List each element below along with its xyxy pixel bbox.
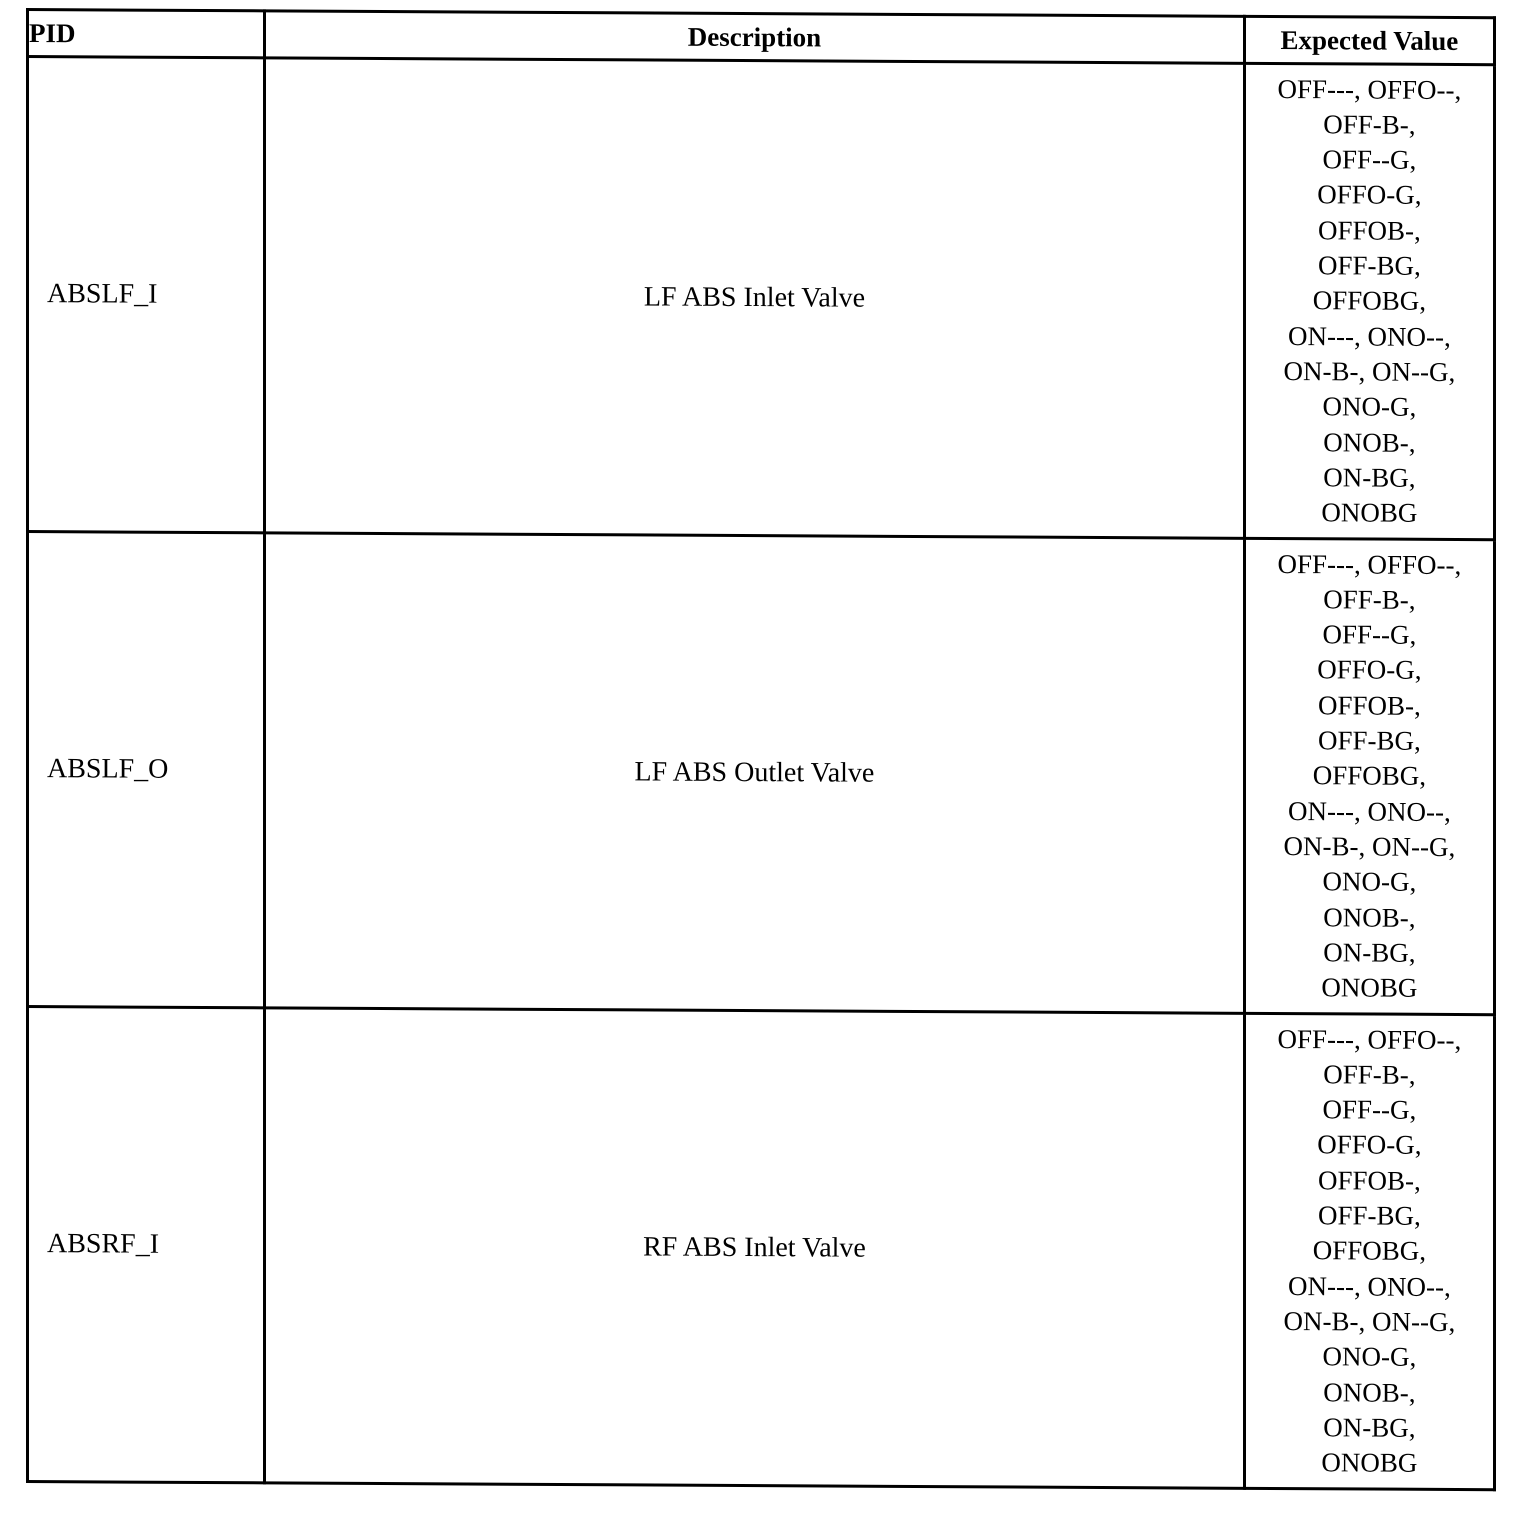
description-cell: LF ABS Inlet Valve [265,58,1245,538]
expected-value-line: ON---, ONO--, [1288,1270,1451,1302]
expected-value-line: ON---, ONO--, [1288,320,1451,352]
expected-value-line: ON---, ONO--, [1288,795,1451,827]
expected-value-line: OFF---, OFFO--, [1277,73,1462,105]
header-row [28,10,1495,65]
expected-value-line: OFF-BG, [1318,250,1421,281]
expected-value-line: OFFO-G, [1317,654,1422,686]
expected-value-line: OFF-BG, [1318,1200,1421,1231]
expected-value-line: ONOBG [1321,1447,1418,1478]
header-description: Description [265,11,1245,63]
header-pid: PID [28,10,265,58]
expected-value-line: ONOBG [1321,972,1418,1003]
header-expected-value: Expected Value [1244,16,1494,64]
expected-value-line: ONO-G, [1322,866,1417,897]
expected-value-line: OFF-B-, [1323,1059,1416,1090]
expected-value-line: ONO-G, [1322,1341,1417,1372]
expected-value-line: OFF--G, [1322,619,1417,650]
expected-value-line: OFF-B-, [1323,584,1416,615]
expected-value-cell [1244,538,1494,1014]
pid-table [26,8,1496,1491]
expected-value-line: ON-BG, [1323,1412,1416,1443]
expected-value-line: ON-B-, ON--G, [1283,355,1456,387]
expected-value-line: OFF--G, [1322,1094,1417,1125]
expected-value-line: OFF---, OFFO--, [1277,548,1462,580]
expected-value-line: OFF---, OFFO--, [1277,1023,1462,1055]
expected-value-cell [1244,1013,1494,1489]
pid-cell: ABSRF_I [28,1007,265,1483]
expected-value-cell [1244,63,1494,539]
expected-value-line: ONOB-, [1323,1376,1416,1408]
expected-value-line: ONOB-, [1323,901,1416,933]
expected-value-line: ON-BG, [1323,462,1416,493]
expected-value-line: OFF-BG, [1318,725,1421,756]
expected-value-line: OFFO-G, [1317,1129,1422,1161]
pid-cell: ABSLF_I [28,57,265,533]
description-cell: LF ABS Outlet Valve [265,533,1245,1013]
expected-value-line: ON-B-, ON--G, [1283,830,1456,862]
expected-value-line: OFFOB-, [1318,1164,1421,1196]
expected-value-line: ONO-G, [1322,391,1417,422]
expected-value-line: ON-BG, [1323,937,1416,968]
pid-cell: ABSLF_O [28,532,265,1008]
table-row [28,57,1495,540]
expected-value-line: ONOBG [1321,497,1418,528]
expected-value-line: OFFOB-, [1318,689,1421,721]
description-cell: RF ABS Inlet Valve [265,1008,1245,1488]
expected-value-line: OFFOBG, [1312,285,1427,317]
table-row [28,532,1495,1015]
expected-value-line: OFFOBG, [1312,760,1427,792]
expected-value-line: OFFOB-, [1318,214,1421,246]
expected-value-line: OFFOBG, [1312,1235,1427,1267]
expected-value-line: ON-B-, ON--G, [1283,1305,1456,1337]
expected-value-line: OFF-B-, [1323,109,1416,140]
table-row [28,1007,1495,1490]
expected-value-line: OFFO-G, [1317,179,1422,211]
expected-value-line: ONOB-, [1323,426,1416,458]
expected-value-line: OFF--G, [1322,144,1417,175]
